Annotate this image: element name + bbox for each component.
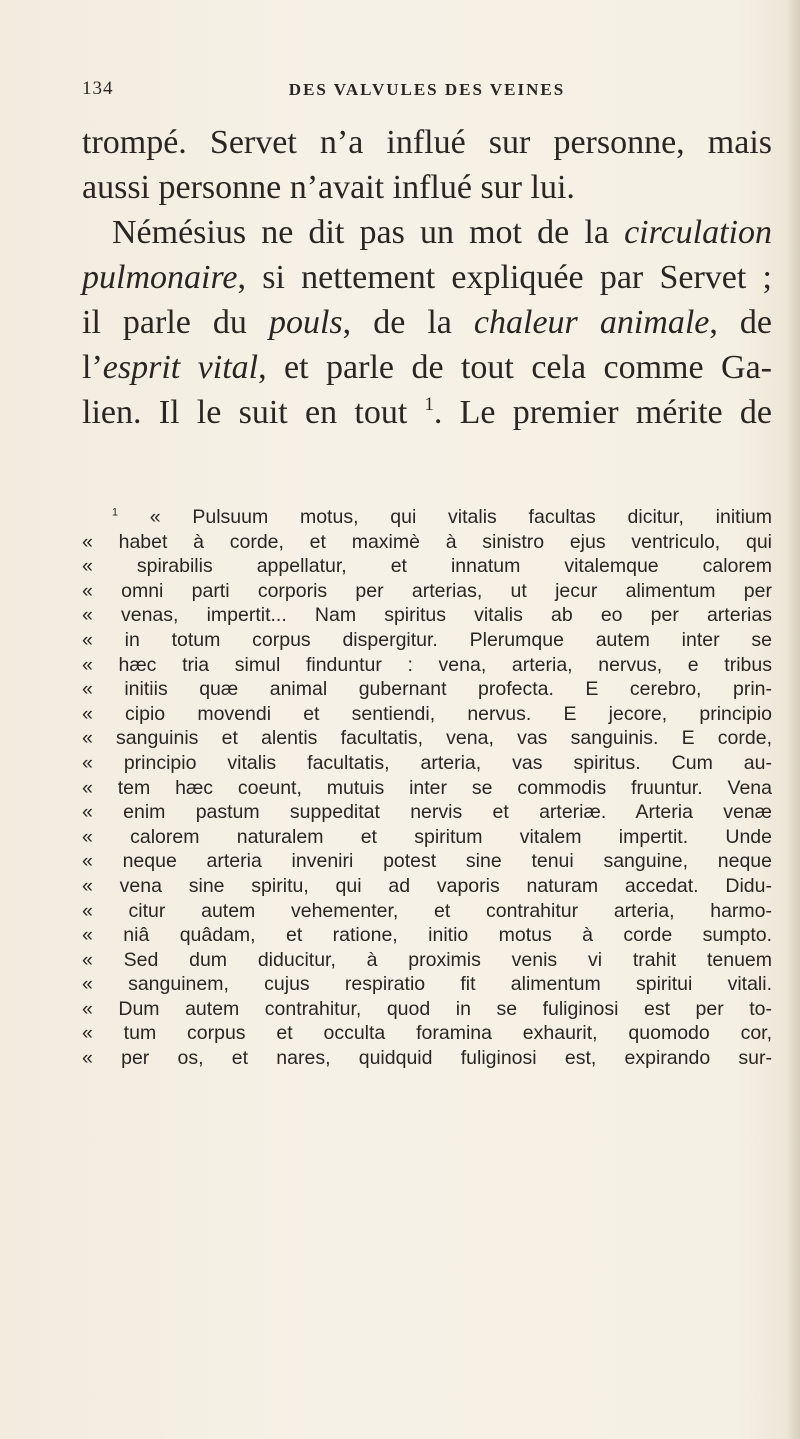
text-line: aussi personne n’avait influé sur lui. xyxy=(82,169,575,206)
footnote-line: « enim pastum suppeditat nervis et arteriæ. Arteria venæ xyxy=(82,801,772,824)
footnote-line: « in totum corpus dispergitur. Plerumque autem inter se xyxy=(82,628,772,651)
footnote-line: « Dum autem contrahitur, quod in se fuliginosi est per to- xyxy=(82,997,772,1020)
main-text xyxy=(82,120,772,435)
footnote-reference: 1 xyxy=(424,393,434,415)
footnote-line: « vena sine spiritu, qui ad vaporis naturam accedat. Didu- xyxy=(82,874,772,897)
footnote-line: « principio vitalis facultatis, arteria, vas spiritus. Cum au- xyxy=(82,751,772,774)
footnote xyxy=(82,505,772,1071)
footnote-line: « hæc tria simul finduntur : vena, arteria, nervus, e tribus xyxy=(82,653,772,676)
text-line: il parle du pouls, de la chaleur animale, de xyxy=(82,304,772,341)
footnote-line: « sanguinem, cujus respiratio fit alimentum spiritui vitali. xyxy=(82,973,772,996)
italic-term: pouls xyxy=(268,304,343,341)
footnote-line: « tum corpus et occulta foramina exhaurit, quomodo cor, xyxy=(82,1022,772,1045)
footnote-line: « calorem naturalem et spiritum vitalem impertit. Unde xyxy=(82,825,772,848)
footnote-line: « niâ quâdam, et ratione, initio motus à corde sumpto. xyxy=(82,924,772,947)
footnote-line: « tem hæc coeunt, mutuis inter se commodis fruuntur. Vena xyxy=(82,776,772,799)
italic-term: chaleur animale xyxy=(473,304,710,341)
footnote-line: « omni parti corporis per arterias, ut jecur alimentum per xyxy=(82,579,772,602)
footnote-marker: 1 xyxy=(112,506,118,519)
footnote-line: $^1$ « Pulsuum motus, qui vitalis facultas dicitur, initium xyxy=(112,506,772,528)
footnote-line: « venas, impertit... Nam spiritus vitalis ab eo per arterias xyxy=(82,604,772,627)
footnote-line: « cipio movendi et sentiendi, nervus. E jecore, principio xyxy=(82,702,772,725)
text-line: lien. Il le suit en tout $^1$. Le premier mérite de xyxy=(82,393,772,431)
footnote-line: « neque arteria inveniri potest sine tenui sanguine, neque xyxy=(82,850,772,873)
page-edge-shadow xyxy=(786,0,800,1439)
footnote-line: « initiis quæ animal gubernant profecta. E cerebro, prin- xyxy=(82,678,772,701)
text-line: pulmonaire, si nettement expliquée par Servet ; xyxy=(82,259,772,296)
text-line: trompé. Servet n’a influé sur personne, mais xyxy=(82,124,772,161)
footnote-line: « per os, et nares, quidquid fuliginosi est, expirando sur- xyxy=(82,1047,772,1070)
italic-term: pulmonaire xyxy=(82,259,238,296)
footnote-line: « habet à corde, et maximè à sinistro ejus ventriculo, qui xyxy=(82,530,772,553)
page-number: 134 xyxy=(82,78,114,99)
italic-term: circulation xyxy=(624,214,772,251)
footnote-line: « Sed dum diducitur, à proximis venis vi trahit tenuem xyxy=(82,948,772,971)
footnote-line: « citur autem vehementer, et contrahitur arteria, harmo- xyxy=(82,899,772,922)
running-title: DES VALVULES DES VEINES xyxy=(288,80,566,99)
text-line: l’esprit vital, et parle de tout cela comme Ga- xyxy=(82,349,772,386)
footnote-line: « sanguinis et alentis facultatis, vena, vas sanguinis. E corde, xyxy=(82,727,772,750)
page-header xyxy=(82,78,772,108)
text-line: Némésius ne dit pas un mot de la circulation xyxy=(112,214,772,251)
italic-term: esprit vital xyxy=(102,349,259,386)
footnote-line: « spirabilis appellatur, et innatum vitalemque calorem xyxy=(82,555,772,578)
